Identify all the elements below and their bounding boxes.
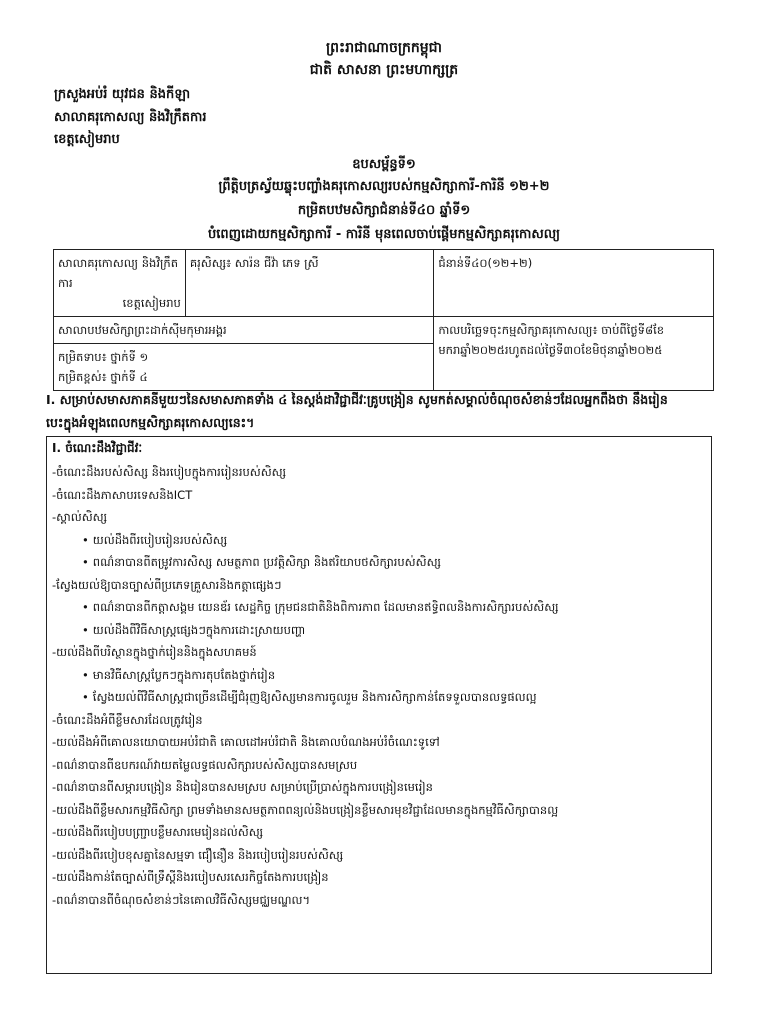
level-high: កម្រិតខ្ពស់៖ ថ្នាក់ទី ៤ — [58, 370, 148, 384]
level-cell — [54, 344, 434, 391]
cohort-cell: ជំនាន់ទី៤០(១២+២) — [434, 250, 714, 317]
list-item: -យល់ដឹងអំពីគោលនយោបាយអប់រំជាតិ គោលដៅអប់រំជាតិ និងគោលបំណងអប់រំចំណេះទូទៅ — [52, 735, 440, 749]
level-low: កម្រិតទាប៖ ថ្នាក់ទី ១ — [58, 350, 149, 364]
list-item: -យល់ដឹងពីបរិស្ថានក្នុងថ្នាក់រៀននិងក្នុងសហគមន៍ — [52, 645, 257, 659]
list-item: • ពណ៌នាបានពីកត្តាសង្គម យេនឌ័រ សេដ្ឋកិច្ច ក្រុមជនជាតិនិងពិការភាព ដែលមានឥទ្ធិពលនិងការសិក្សារបស់សិស្ស — [52, 596, 707, 619]
list-item: -ចំណេះដឹងរបស់សិស្ស និងរបៀបក្នុងការរៀនរបស់សិស្ស — [52, 465, 287, 479]
national-motto: ជាតិ សាសនា ព្រះមហាក្សត្រ — [309, 62, 459, 78]
list-item: -យល់ដឹងពីរបៀបខុសគ្នានៃសម្មទា ជឿនឿន និងរបៀបរៀនរបស់សិស្ស — [52, 847, 344, 862]
list-item: -យល់ដឹងពីខ្លឹមសារកម្មវិធីសិក្សា ព្រមទាំងមានសមត្ថភាពពន្យល់និងបង្រៀនខ្លឹមសារមុខវិជ្ជាដែលមានក្នុងកម្មវិធីសិក្សាបានល្អ — [52, 802, 559, 817]
period-cell — [434, 317, 714, 391]
appendix-label: ឧបសម្ព័ន្ធទី១ — [352, 157, 416, 172]
practice-school-cell: សាលាបឋមសិក្សាព្រះដាក់ស៊ីមកុមារអង្គរ — [54, 317, 434, 344]
table-row — [54, 250, 714, 317]
list-item: -យល់ដឹងពីរបៀបបញ្ជ្រាបខ្លឹមសារមេរៀនដល់សិស្ស — [52, 825, 264, 839]
school-name: សាលាគរុកោសល្យ និងវិក្រឹតការ — [54, 110, 207, 125]
fill-instruction: បំពេញដោយកម្មសិក្សាការី - ការិនី មុនពេលចាប់ផ្តើមកម្មសិក្សាគរុកោសល្យ — [207, 227, 561, 242]
school-line-1: សាលាគរុកោសល្យ និងវិក្រឹតការ — [58, 256, 179, 290]
document-title: ព្រឹត្តិបត្រស្វ័យឆ្លុះបញ្ចាំងគរុកោសល្យរបស់កម្មសិក្សាការី-ការិនី ១២+២ — [218, 179, 550, 194]
table-row — [54, 317, 714, 344]
list-item: • យល់ដឹងពីវិធីសាស្រ្តផ្សេងៗក្នុងការដោះស្រាយបញ្ហា — [52, 619, 707, 642]
instruction-line-2: បេះក្នុងអំឡុងពេលកម្មសិក្សាគរុកោសល្យនេះ។ — [46, 415, 255, 430]
student-cell: គរុសិស្ស៖ សារ៉ន ជីវ៉ា ភេទ ស្រី — [185, 250, 434, 317]
kingdom-heading: ព្រះរាជាណាចក្រកម្ពុជា — [325, 40, 442, 56]
list-item: • មានវិធីសាស្រ្តប្លែកៗក្នុងការតុបតែងថ្នាក់រៀន — [52, 664, 707, 687]
instruction-paragraph — [46, 388, 720, 434]
list-item: • យល់ដឹងពីរបៀបរៀនរបស់សិស្ស — [52, 529, 707, 552]
school-cell — [54, 250, 186, 317]
list-item: -ស្គាល់សិស្ស — [52, 510, 108, 524]
list-item: -ពណ៌នាបានពីចំណុចសំខាន់ៗនៃគោលវិធីសិស្សមជ្ឈមណ្ឌល។ — [52, 892, 311, 907]
list-item: • ពណ៌នាបានពីតម្រូវការសិស្ស សមត្ថភាព ប្រវត្តិសិក្សា និងឥរិយាបថសិក្សារបស់សិស្ស — [52, 551, 707, 574]
list-item: -ចំណេះដឹងភាសាបរទេសនិងICT — [52, 487, 193, 502]
instruction-line-1: I. សម្រាប់សមាសភាគនីមួយៗនៃសមាសភាគទាំង ៤ នៃស្តង់ដាវិជ្ជាជីវៈគ្រូបង្រៀន សូមកត់សម្គាល់ចំណុចសំខាន់ៗដែលអ្នកពឹងថា នឹងរៀន — [46, 392, 668, 407]
list-item: -យល់ដឹងកាន់តែច្បាស់ពីទ្រឹស្តីនិងរបៀបសរសេរកិច្ចតែងការបង្រៀន — [52, 870, 329, 884]
professional-knowledge-box — [46, 436, 712, 974]
period-line-2: មករាឆ្នាំ២០២៥រហូតដល់ថ្ងៃទី៣០ខែមិថុនាឆ្នាំ២០២៥ — [438, 343, 663, 357]
ministry-name: ក្រសួងអប់រំ យុវជន និងកីឡា — [54, 87, 191, 102]
list-item: -ពណ៌នាបានពីសម្ភារបង្រៀន និងរៀនបានសមស្រប សម្រាប់ប្រើប្រាស់ក្នុងការបង្រៀនមេរៀន — [52, 780, 433, 794]
school-line-2: ខេត្តសៀមរាប — [122, 296, 181, 310]
section-title: I. ចំណេះដឹងវិជ្ជាជីវៈ — [52, 441, 143, 455]
list-item: • ស្វែងយល់ពីវិធីសាស្រ្តជាច្រើនដើម្បីជំរុញឱ្យសិស្សមានការចូលរួម និងការសិក្សាកាន់តែទទួលបានលទ្ធផលល្អ — [52, 686, 707, 709]
document-subtitle: កម្រិតបឋមសិក្សាជំនាន់ទី៤០ ឆ្នាំទី១ — [297, 203, 471, 218]
period-line-1: កាលបរិច្ឆេទចុះកម្មសិក្សាគរុកោសល្យ៖ ចាប់ពីថ្ងៃទី៨ខែ — [438, 323, 665, 337]
info-table — [53, 249, 714, 391]
list-item: -ពណ៌នាបានពីឧបករណ៍វាយតម្លៃលទ្ធផលសិក្សារបស់សិស្សបានសមស្រប — [52, 757, 358, 772]
list-item: -ស្វែងយល់ឱ្យបានច្បាស់ពីប្រភេទគ្រួសារនិងកត្តាផ្សេងៗ — [52, 577, 282, 592]
province-name: ខេត្តសៀមរាប — [54, 132, 120, 147]
list-item: -ចំណេះដឹងអំពីខ្លឹមសារដែលត្រូវរៀន — [52, 712, 203, 727]
knowledge-list — [52, 461, 707, 911]
